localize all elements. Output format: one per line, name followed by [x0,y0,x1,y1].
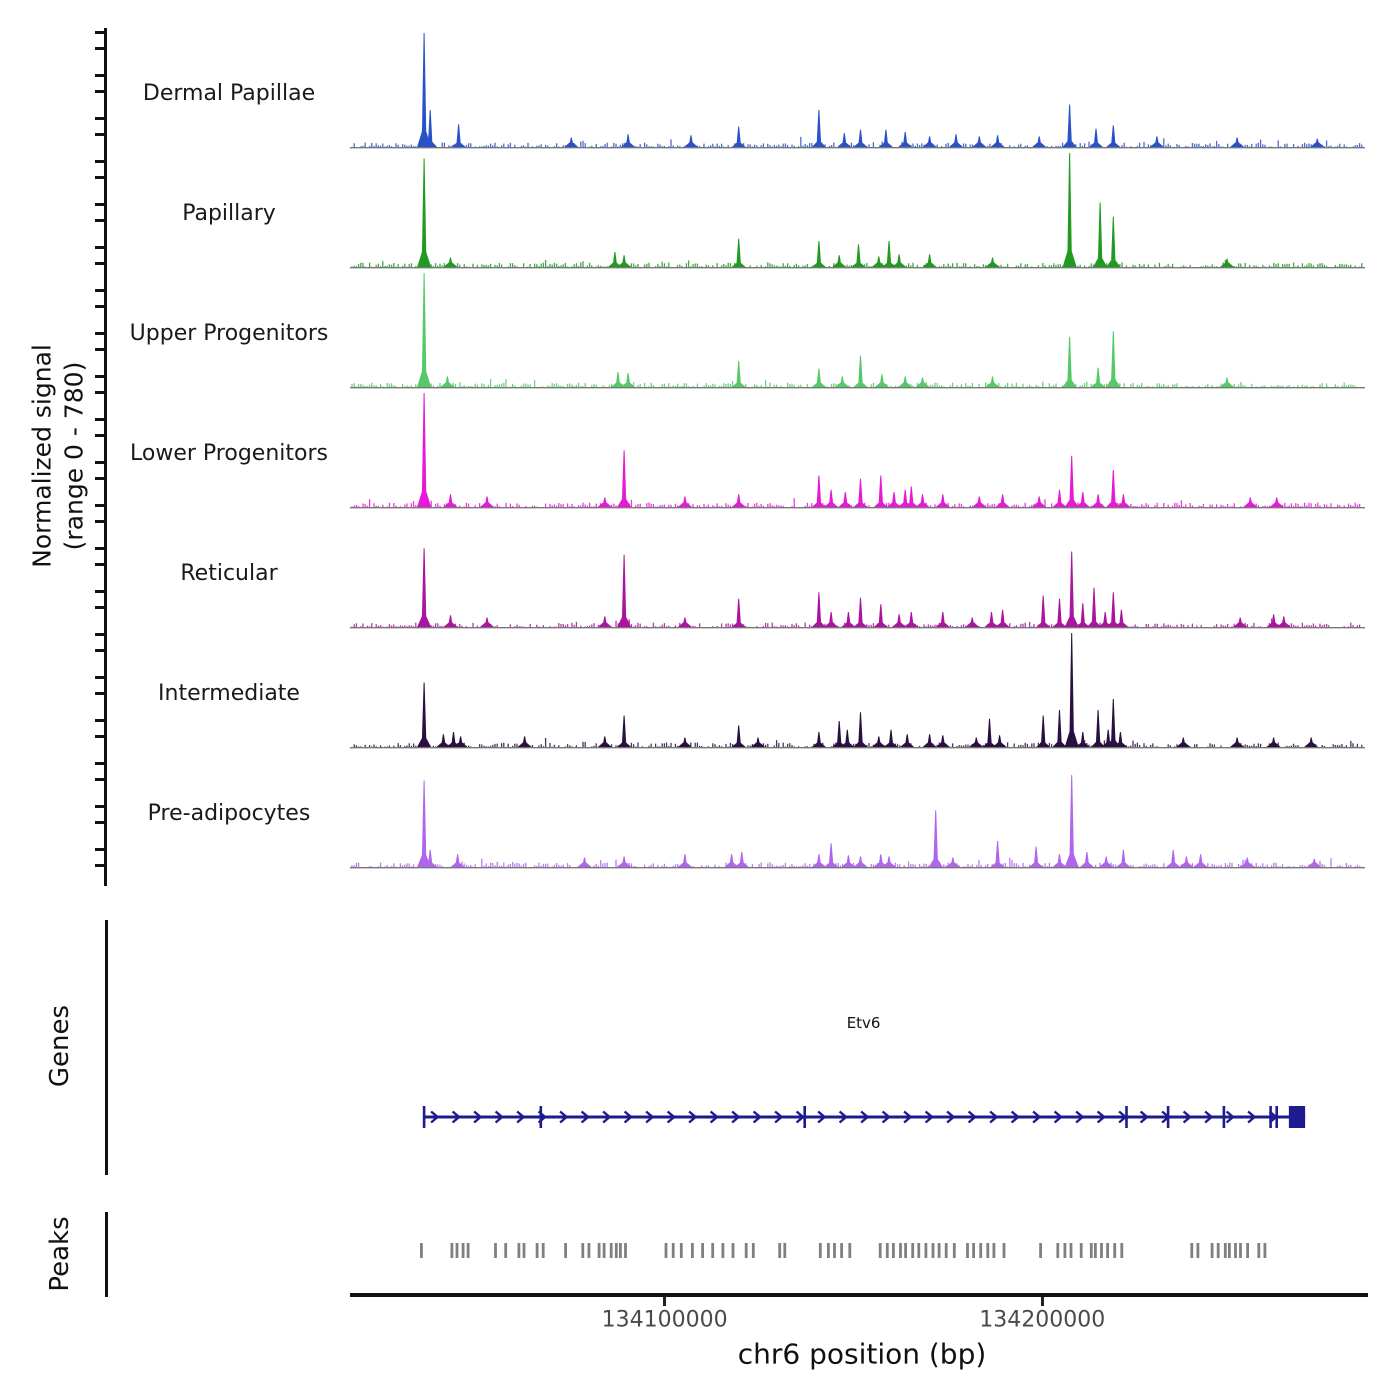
track-peaks [417,393,1284,507]
peaks-axis-line [105,1212,108,1297]
peak-interval-bar [819,1243,822,1258]
peak-interval-bar [1003,1243,1006,1258]
track-noise [352,378,1355,387]
track-peaks [417,153,1234,267]
peak-interval-bar [420,1243,423,1258]
signal-y-axis-line [104,28,107,886]
peak-interval-bar [467,1243,470,1258]
peak-interval-bar [680,1243,683,1258]
peak-interval-bar [953,1243,956,1258]
peak-interval-bar [1257,1243,1260,1258]
y-axis-tick [95,418,104,421]
peak-interval-bar [1090,1243,1093,1258]
peaks-section-label: Peaks [45,1216,75,1292]
signal-area-2 [350,150,1365,268]
peak-interval-bar [778,1243,781,1258]
peak-interval-bar [581,1243,584,1258]
track-peaks [417,273,1234,387]
gene-model-svg [350,1085,1365,1155]
peak-interval-bar [542,1243,545,1258]
peak-interval-bar [879,1243,882,1258]
peak-interval-bar [1064,1243,1067,1258]
peak-interval-bar [665,1243,668,1258]
peak-interval-bar [518,1243,521,1258]
x-axis-title: chr6 position (bp) [737,1337,987,1371]
y-axis-tick [95,160,104,163]
peak-interval-bar [1120,1243,1123,1258]
peak-interval-bar [603,1243,606,1258]
peak-interval-bar [451,1243,454,1258]
peak-interval-bar [966,1243,969,1258]
x-axis-tick [663,1297,666,1306]
y-axis-tick [95,848,104,851]
genes-section-label: Genes [45,1004,75,1088]
peak-interval-bar [504,1243,507,1258]
y-axis-tick [95,391,104,394]
y-axis-tick [95,606,104,609]
y-axis-tick [95,719,104,722]
peak-interval-bar [456,1243,459,1258]
y-axis-tick [95,590,104,593]
peak-interval-bar [732,1243,735,1258]
track-label-papillary: Papillary [182,201,276,226]
peak-interval-bar [1106,1243,1109,1258]
peak-interval-bar [899,1243,902,1258]
peak-interval-bar [523,1243,526,1258]
track-label-intermediate: Intermediate [158,681,300,706]
y-axis-tick [95,649,104,652]
peak-interval-bar [783,1243,786,1258]
y-axis-tick [95,633,104,636]
y-axis-tick [95,805,104,808]
y-axis-tick [95,477,104,480]
peak-interval-bar [993,1243,996,1258]
y-axis-tick [95,305,104,308]
peak-interval-bar [979,1243,982,1258]
peak-interval-bar [745,1243,748,1258]
peak-interval-bar [691,1243,694,1258]
peak-interval-bar [945,1243,948,1258]
y-axis-tick [95,90,104,93]
y-axis-tick [95,762,104,765]
y-axis-label-line2: (range 0 - 780) [59,361,89,551]
peak-interval-bar [833,1243,836,1258]
peak-interval-bar [932,1243,935,1258]
peak-interval-bar [1217,1243,1220,1258]
peak-interval-bar [892,1243,895,1258]
peak-interval-bar [904,1243,907,1258]
peak-interval-bar [938,1243,941,1258]
peak-interval-bar [624,1243,627,1258]
peak-interval-bar [588,1243,591,1258]
y-axis-tick [95,461,104,464]
peak-interval-bar [1239,1243,1242,1258]
peak-interval-bar [917,1243,920,1258]
y-axis-tick [95,246,104,249]
peak-interval-bar [827,1243,830,1258]
genes-axis-line [105,920,108,1175]
peak-interval-bar [911,1243,914,1258]
peak-interval-bar [1246,1243,1249,1258]
y-axis-tick [95,375,104,378]
y-axis-tick [95,676,104,679]
peak-interval-bar [610,1243,613,1258]
y-axis-tick [95,74,104,77]
y-axis-tick [95,47,104,50]
track-peaks [417,548,1291,627]
y-axis-tick [95,332,104,335]
gene-name-label: Etv6 [846,1014,881,1032]
y-axis-tick [95,434,104,437]
peak-interval-bar [1080,1243,1083,1258]
peak-interval-bar [972,1243,975,1258]
peak-interval-bar [1056,1243,1059,1258]
peak-interval-bar [986,1243,989,1258]
peaks-bars-svg [350,1242,1365,1260]
peak-interval-bar [840,1243,843,1258]
signal-area-5 [350,510,1365,628]
track-label-pre-adipocytes: Pre-adipocytes [147,801,311,826]
track-label-reticular: Reticular [180,561,278,586]
signal-area-1 [350,30,1365,148]
y-axis-tick [95,520,104,523]
peak-interval-bar [494,1243,497,1258]
y-axis-tick [95,176,104,179]
y-axis-tick [95,348,104,351]
peak-interval-bar [711,1243,714,1258]
peak-interval-bar [1224,1243,1227,1258]
signal-area-7 [350,750,1365,868]
gene-terminal-exon-block [1289,1106,1305,1128]
y-axis-label-line1: Normalized signal [27,344,57,568]
y-axis-tick [95,117,104,120]
track-label-lower-progenitors: Lower Progenitors [130,441,328,466]
peak-interval-bar [701,1243,704,1258]
peak-interval-bar [598,1243,601,1258]
x-axis-tick [1041,1297,1044,1306]
peak-interval-bar [1070,1243,1073,1258]
peak-interval-bar [1264,1243,1267,1258]
peak-interval-bar [752,1243,755,1258]
peak-interval-bar [1039,1243,1042,1258]
peak-interval-bar [1211,1243,1214,1258]
peak-interval-bar [1234,1243,1237,1258]
y-axis-tick [95,547,104,550]
y-axis-tick [95,735,104,738]
y-axis-tick [95,692,104,695]
peak-interval-bar [1100,1243,1103,1258]
y-axis-tick [95,203,104,206]
y-axis-tick [95,821,104,824]
peak-interval-bar [564,1243,567,1258]
peak-interval-bar [619,1243,622,1258]
y-axis-tick [95,563,104,566]
peak-interval-bar [722,1243,725,1258]
y-axis-tick [95,262,104,265]
track-peaks [417,775,1321,867]
y-axis-tick [95,219,104,222]
signal-area-6 [350,630,1365,748]
y-axis-tick [95,864,104,867]
track-peaks [417,633,1318,747]
peak-interval-bar [672,1243,675,1258]
x-axis-tick-label: 134100000 [601,1307,728,1333]
y-axis-tick [95,31,104,34]
peak-interval-bar [1113,1243,1116,1258]
x-axis-tick-label: 134200000 [979,1307,1106,1333]
peak-interval-bar [536,1243,539,1258]
peak-interval-bar [462,1243,465,1258]
signal-area-3 [350,270,1365,388]
x-axis-line [350,1293,1368,1297]
track-peaks [417,33,1324,147]
y-axis-tick [95,289,104,292]
peak-interval-bar [1228,1243,1231,1258]
track-label-dermal-papillae: Dermal Papillae [142,81,316,106]
y-axis-tick [95,778,104,781]
peak-interval-bar [615,1243,618,1258]
peak-interval-bar [886,1243,889,1258]
signal-area-4 [350,390,1365,508]
peak-interval-bar [1197,1243,1200,1258]
track-label-upper-progenitors: Upper Progenitors [129,321,329,346]
y-axis-tick [95,133,104,136]
y-axis-tick [95,504,104,507]
peak-interval-bar [848,1243,851,1258]
peak-interval-bar [925,1243,928,1258]
peak-interval-bar [1094,1243,1097,1258]
peak-interval-bar [1190,1243,1193,1258]
